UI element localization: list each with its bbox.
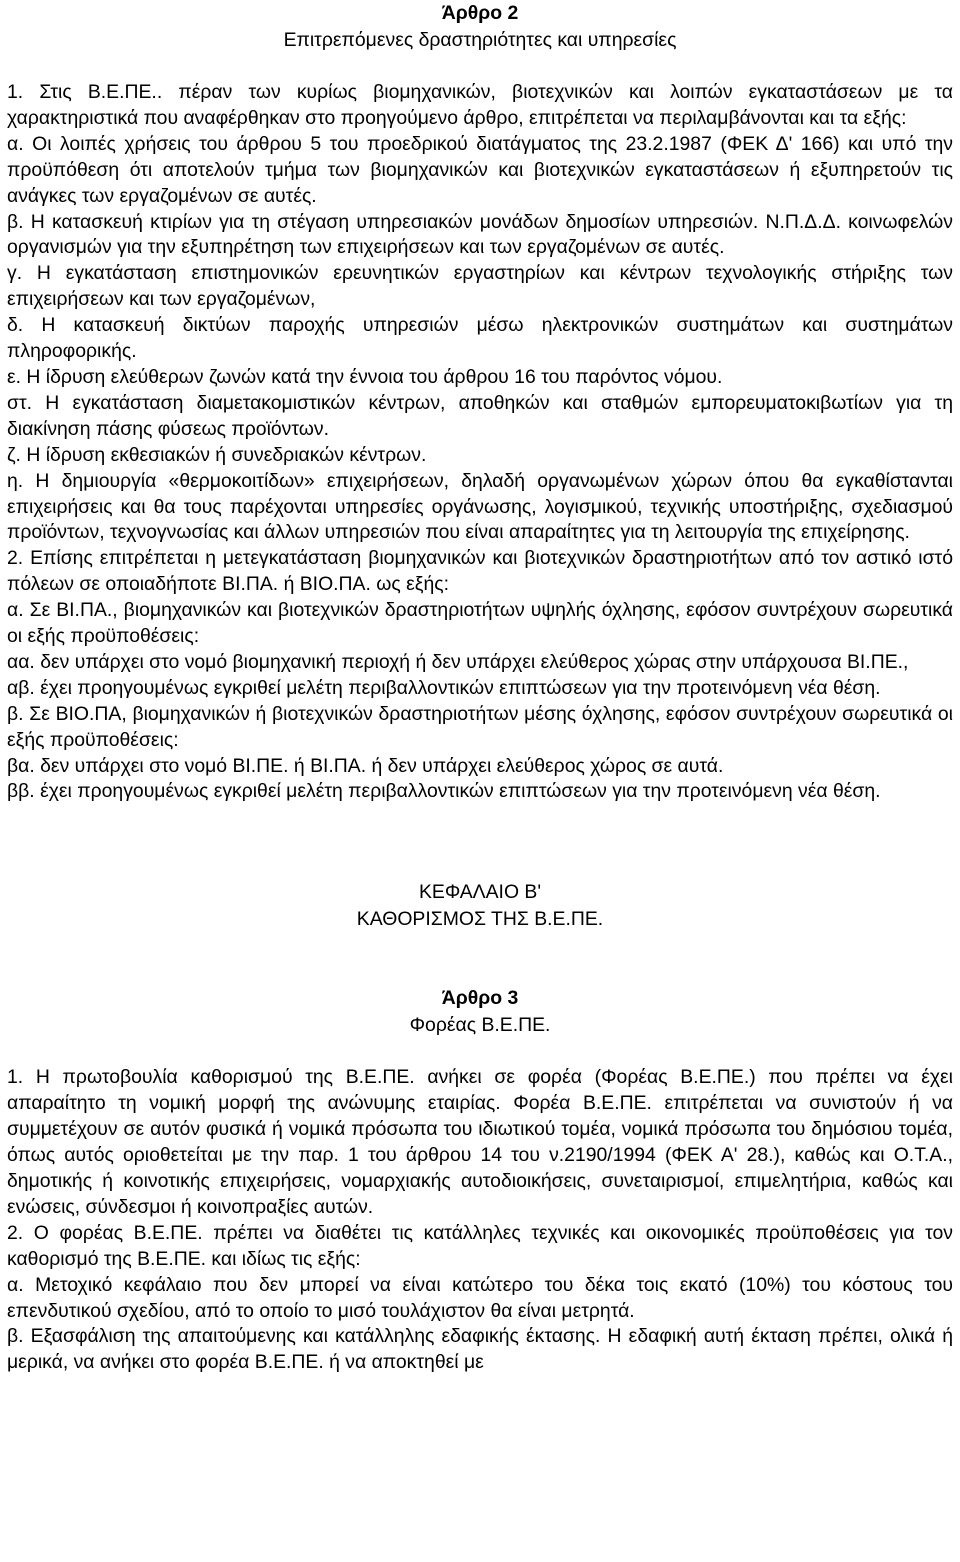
article-3-paragraph: β. Εξασφάλιση της απαιτούμενης και κατάλληλης εδαφικής έκτασης. Η εδαφική αυτή έκταση πρέπει, ολικά ή μερικά, να ανήκει στο φορέα Β.Ε.ΠΕ. ή να αποκτηθεί με xyxy=(7,1325,953,1374)
spacer xyxy=(7,933,953,985)
article-2-paragraph: β. Σε ΒΙΟ.ΠΑ, βιομηχανικών ή βιοτεχνικών δραστηριοτήτων μέσης όχλησης, εφόσον συντρέχουν σωρευτικά οι εξής προϋποθέσεις: xyxy=(7,702,953,751)
article-2-subtitle: Επιτρεπόμενες δραστηριότητες και υπηρεσίες xyxy=(283,29,677,51)
spacer xyxy=(7,805,953,879)
article-2-paragraph: 1. Στις Β.Ε.ΠΕ.. πέραν των κυρίως βιομηχανικών, βιοτεχνικών και λοιπών εγκαταστάσεων με τα χαρακτηριστικά που αναφέρθηκαν στο προηγούμενο άρθρο, επιτρέπεται να περιλαμβάνονται και τα εξής: xyxy=(7,81,953,129)
article-2-paragraph: ζ. Η ίδρυση εκθεσιακών ή συνεδριακών κέντρων. xyxy=(7,443,427,466)
article-3-paragraph: α. Μετοχικό κεφάλαιο που δεν μπορεί να είναι κατώτερο του δέκα τοις εκατό (10%) του κόστους του επενδυτικού σχεδίου, από το οποίο το μισό τουλάχιστον θα είναι μετρητά. xyxy=(7,1273,953,1322)
document-page xyxy=(7,0,953,1376)
article-3-subtitle: Φορέας Β.Ε.ΠΕ. xyxy=(409,1014,551,1037)
article-2-paragraph: η. Η δημιουργία «θερμοκοιτίδων» επιχειρήσεων, δηλαδή οργανωμένων χώρων όπου θα εγκαθίστανται επιχειρήσεις και θα τους παρέχονται υπηρεσίες οργάνωσης, λογισμικού, τεχνικής υποστήριξης, σχεδιασμού προϊόντων, τεχνογνωσίας και άλλων υπηρεσιών που είναι απαραίτητες για τη λειτουργία της επιχείρησης. xyxy=(7,469,953,544)
article-2-title: Άρθρο 2 xyxy=(441,2,519,24)
article-2-paragraph: δ. Η κατασκευή δικτύων παροχής υπηρεσιών μέσω ηλεκτρονικών συστημάτων και συστημάτων πληροφορικής. xyxy=(7,314,953,363)
article-2-paragraph: ε. Η ίδρυση ελεύθερων ζωνών κατά την έννοια του άρθρου 16 του παρόντος νόμου. xyxy=(7,365,723,388)
spacer xyxy=(7,54,953,80)
spacer xyxy=(7,1039,953,1065)
article-2-paragraph: βα. δεν υπάρχει στο νομό ΒΙ.ΠΕ. ή ΒΙ.ΠΑ. ή δεν υπάρχει ελεύθερος χώρος σε αυτά. xyxy=(7,754,724,777)
article-2-paragraph: 2. Επίσης επιτρέπεται η μετεγκατάσταση βιομηχανικών και βιοτεχνικών δραστηριοτήτων από τον αστικό ιστό πόλεων σε οποιαδήποτε ΒΙ.ΠΑ. ή ΒΙΟ.ΠΑ. ως εξής: xyxy=(7,547,953,596)
article-2-paragraph: β. Η κατασκευή κτιρίων για τη στέγαση υπηρεσιακών μονάδων δημοσίων υπηρεσιών. Ν.Π.Δ.Δ. κοινωφελών οργανισμών για την εξυπηρέτηση των επιχειρήσεων και των εργαζομένων σε αυτές. xyxy=(7,210,953,259)
article-2-paragraph: γ. Η εγκατάσταση επιστημονικών ερευνητικών εργαστηρίων και κέντρων τεχνολογικής στήριξης των επιχειρήσεων και των εργαζομένων, xyxy=(7,262,953,311)
article-3-paragraph: 1. Η πρωτοβουλία καθορισμού της Β.Ε.ΠΕ. ανήκει σε φορέα (Φορέας Β.Ε.ΠΕ.) που πρέπει να έχει απαραίτητο τη νομική μορφή της ανώνυμης εταιρίας. Φορέα Β.Ε.ΠΕ. επιτρέπεται να συνιστούν ή να συμμετέχουν σε αυτόν φυσικά ή νομικά πρόσωπα του ιδιωτικού τομέα, νομικά πρόσωπα του δημόσιου τομέα, όπως αυτός οριοθετείται με την παρ. 1 του άρθρου 14 του ν.2190/1994 (ΦΕΚ Α' 28.), καθώς και Ο.Τ.Α., δημοτικής ή κοινοτικής επιχειρήσεις, νομαρχιακής αυτοδιοικήσεις, συνεταιρισμοί, επιμελητήρια, καθώς και ενώσεις, σύνδεσμοι ή κοινοπραξίες αυτών. xyxy=(7,1066,953,1218)
article-2-paragraph: αα. δεν υπάρχει στο νομό βιομηχανική περιοχή ή δεν υπάρχει ελεύθερος χώρας στην υπάρχουσα ΒΙ.ΠΕ., xyxy=(7,650,909,673)
article-2-paragraph: α. Σε ΒΙ.ΠΑ., βιομηχανικών και βιοτεχνικών δραστηριοτήτων υψηλής όχλησης, εφόσον συντρέχουν σωρευτικά οι εξής προϋποθέσεις: xyxy=(7,599,953,648)
article-3-title: Άρθρο 3 xyxy=(441,987,519,1010)
article-2-paragraph: α. Οι λοιπές χρήσεις του άρθρου 5 του προεδρικού διατάγματος της 23.2.1987 (ΦΕΚ Δ' 166) και υπό την προϋπόθεση ότι αποτελούν τμήμα των βιομηχανικών και βιοτεχνικών εγκαταστάσεων ή εξυπηρετούν τις ανάγκες των εργαζομένων σε αυτές. xyxy=(7,132,953,207)
chapter-title: ΚΕΦΑΛΑΙΟ Β' xyxy=(418,881,542,904)
chapter-subtitle: ΚΑΘΟΡΙΣΜΟΣ ΤΗΣ Β.Ε.ΠΕ. xyxy=(356,908,604,931)
article-3-paragraph: 2. Ο φορέας Β.Ε.ΠΕ. πρέπει να διαθέτει τις κατάλληλες τεχνικές και οικονομικές προϋποθέσεις για τον καθορισμό της Β.Ε.ΠΕ. και ιδίως τις εξής: xyxy=(7,1221,953,1270)
article-2-paragraph: στ. Η εγκατάσταση διαμετακομιστικών κέντρων, αποθηκών και σταθμών εμπορευματοκιβωτίων για τη διακίνηση πάσης φύσεως προϊόντων. xyxy=(7,391,953,440)
article-2-paragraph: ββ. έχει προηγουμένως εγκριθεί μελέτη περιβαλλοντικών επιπτώσεων για την προτεινόμενη νέα θέση. xyxy=(7,780,881,803)
article-2-paragraph: αβ. έχει προηγουμένως εγκριθεί μελέτη περιβαλλοντικών επιπτώσεων για την προτεινόμενη νέα θέση. xyxy=(7,676,881,699)
